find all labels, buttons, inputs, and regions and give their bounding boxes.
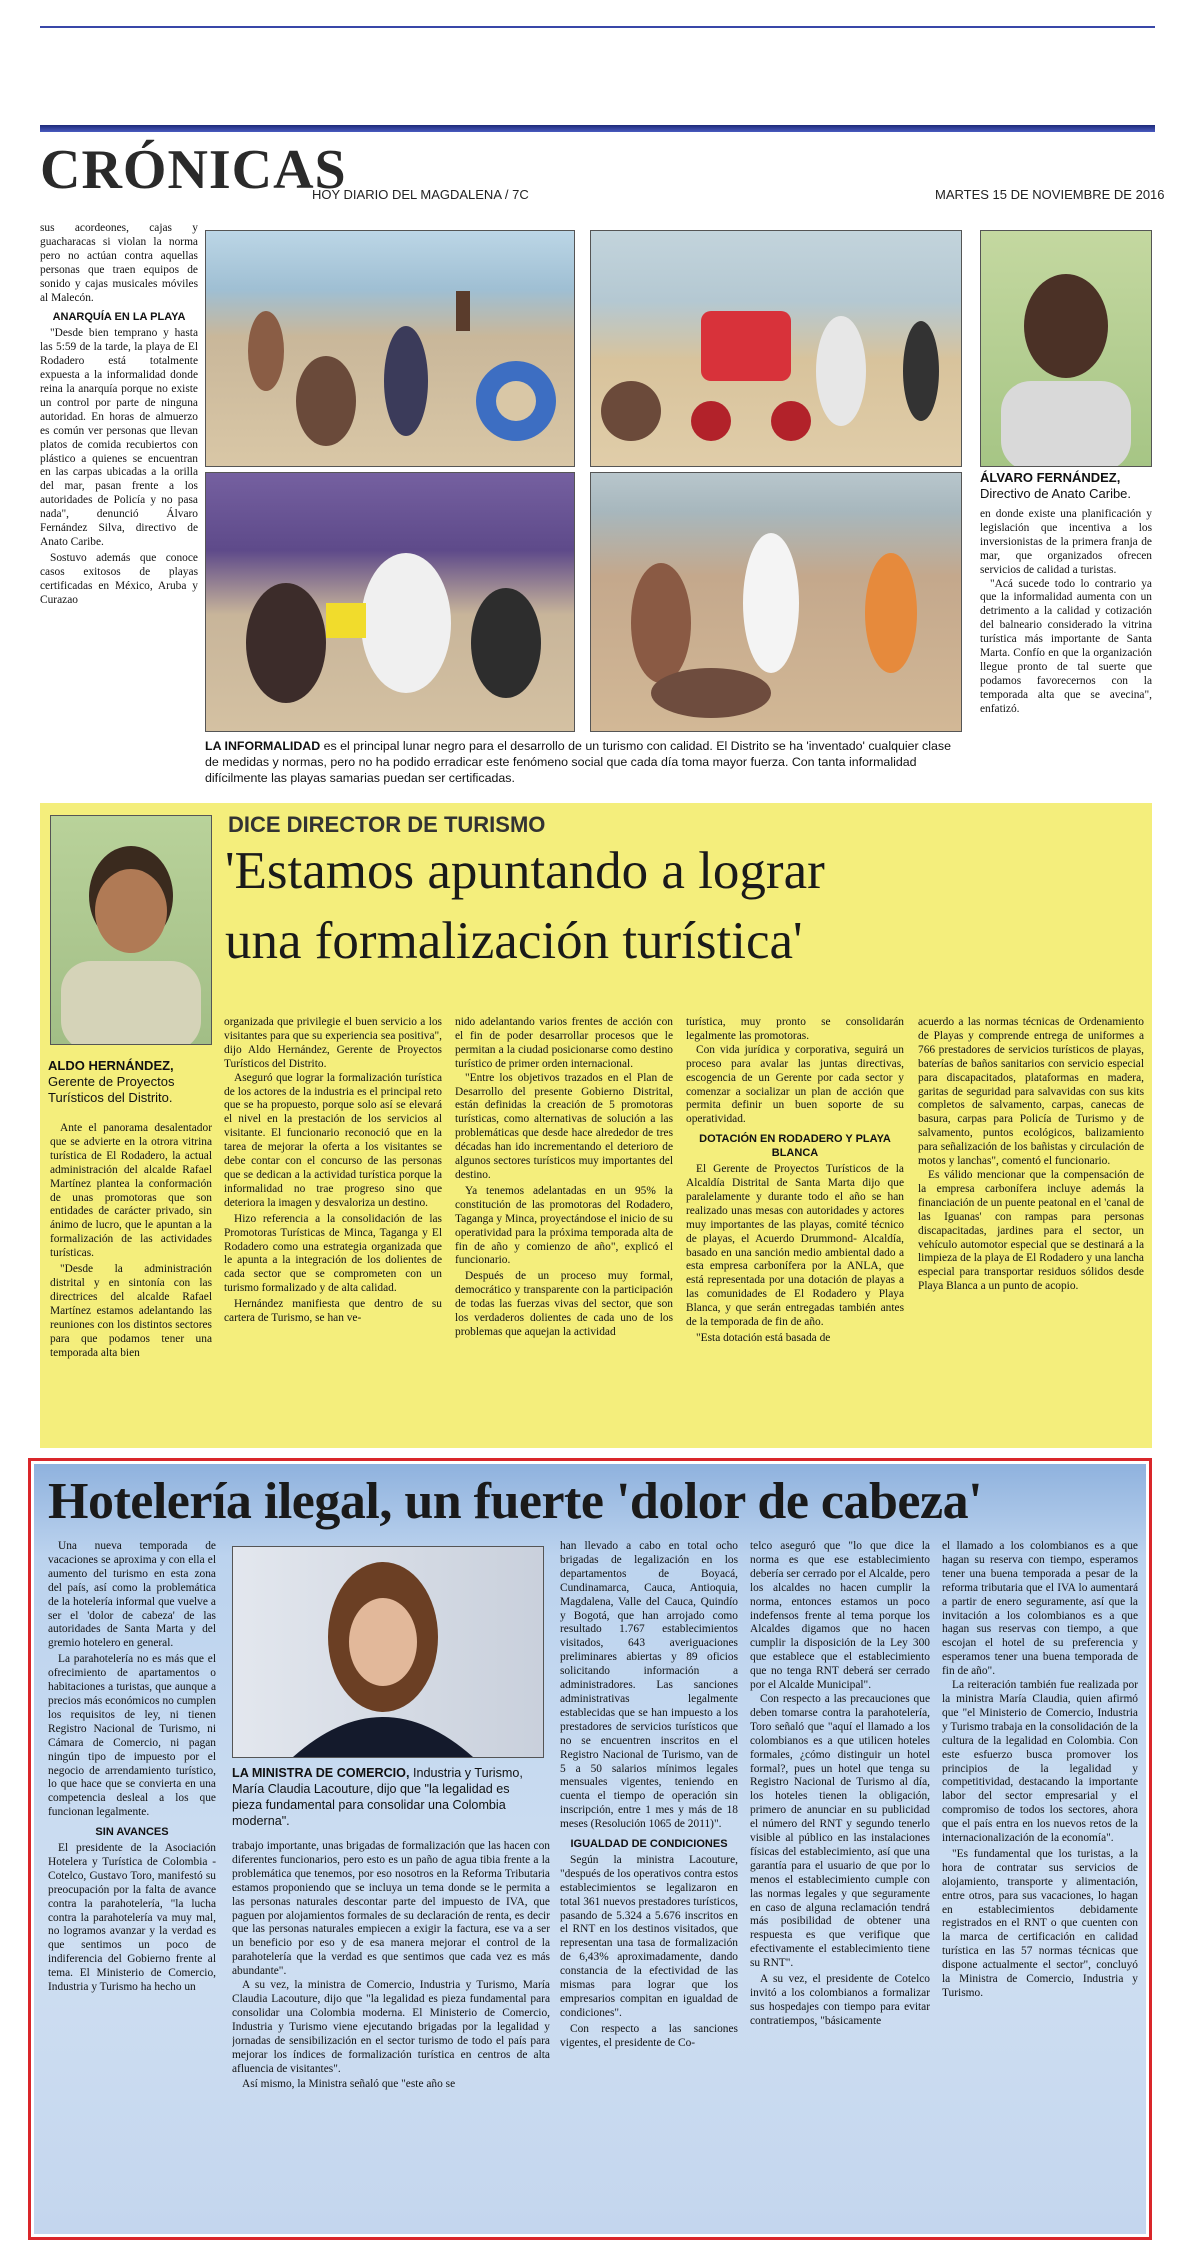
- tourism-col2-p1: organizada que privilegie el buen servicio a los visitantes para que su experiencia sea positiva", dijo Aldo Hernández, Gerente de Proyectos Turísticos del Distrito.: [224, 1016, 442, 1070]
- hotel-col3-p1: han llevado a cabo en total ocho brigadas de legalización en los departamentos de Boyacá, Cundinamarca, Cauca, Antioquia, Magdalena, Valle del Cauca, Quindío y Bogotá, que han arrojado como resultado 1.767 establecimientos visitados, 643 averiguaciones preliminares abiertas y 89 oficios solicitando información a administradores. Las sanciones administrativas legalmente establecidas que se han impuesto a los prestadores de servicios turísticos que no se encuentren inscritos en el Registro Nacional de Turismo, van de 5 a 50 salarios mínimos legales mensuales vigentes, teniendo en cuenta el tiempo de operación sin inscripción, entre 1 mes y más de 18 meses (Resolución 1065 de 2011)".: [560, 1540, 738, 1831]
- hotel-col4-p1: telco aseguró que "lo que dice la norma es que ese establecimiento debería ser cerrado por el Alcalde, pero los alcaldes no hacen cumplir la norma, entonces estamos un poco indefensos frente al tema porque los Alcaldes digamos que no hacen cumplir la disposición de la Ley 300 que establece que el establecimiento que no tenga RNT deberá ser cerrado por el Alcalde Municipal".: [750, 1540, 930, 1692]
- tourism-col5: [918, 1016, 1144, 1440]
- top-col1-intro: sus acordeones, cajas y guacharacas si violan la norma pero no actúan contra aquellas personas que traen equipos de sonido y cajas musicales móviles al Malecón.: [40, 222, 198, 304]
- tourism-col4-subhead: DOTACIÓN EN RODADERO Y PLAYA BLANCA: [699, 1133, 891, 1160]
- top-portrait-role: Directivo de Anato Caribe.: [980, 486, 1132, 501]
- hotel-col3-p2: Según la ministra Lacouture, "después de los operativos contra estos establecimientos se legalizaron en total 361 nuevos prestadores turísticos, pasando de 5.324 a 5.676 inscritos en el RNT en los destinos visitados, que representan una tasa de formalización de 6,43% aproximadamente, dando constancia de la efectividad de las mismas para lograr que los empresarios compitan en igualdad de condiciones".: [560, 1853, 738, 2019]
- minister-photo: [232, 1546, 544, 1758]
- tourism-col3-p4: Después de un proceso muy formal, democrático y transparente con la participación de todas las fuerzas vivas del sector, que son los verdaderos dolientes de cada uno de los problemas que aquejan la actividad: [455, 1270, 673, 1338]
- beach-tents-illustration: [206, 473, 574, 731]
- portrait-aldo-illustration: [51, 816, 211, 1044]
- hotel-col1-subhead: SIN AVANCES: [95, 1826, 169, 1839]
- beach-photo-crowd: [205, 230, 575, 467]
- tourism-col3-p3: Ya tenemos adelantadas en un 95% la constitución de las promotoras del Rodadero, Taganga y Minca, proyectándose el inicio de su operatividad para la próxima temporada alta de fin de año y comienzo de año", explicó el funcionario.: [455, 1184, 673, 1267]
- tourism-portrait-role: Gerente de Proyectos Turísticos del Distrito.: [48, 1074, 175, 1105]
- header-rule: [40, 125, 1155, 132]
- tourism-kicker: DICE DIRECTOR DE TURISMO: [228, 812, 546, 837]
- top-portrait-caption: [980, 470, 1155, 502]
- hotel-col3-subhead: IGUALDAD DE CONDICIONES: [570, 1838, 728, 1851]
- minister-illustration: [233, 1547, 543, 1757]
- tourism-col2-p3: Hizo referencia a la consolidación de las Promotoras Turísticas de Minca, Taganga y El Rodadero como una estrategia organizada que le apunta a la integración de los dolientes de cada sector que se comprometen con un turismo formalizado y de alta calidad.: [224, 1212, 442, 1295]
- hotel-col2: [232, 1840, 550, 2228]
- tourism-col4-p4: "Esta dotación está basada de: [696, 1331, 831, 1344]
- hotel-col5-p1: el llamado a los colombianos es a que hagan su reserva con tiempo, esperamos tener una buena temporada a pesar de la reforma tributaria que el IVA lo aumentará a partir de enero seguramente, así que la invitación a los colombianos es a que hagan sus reservas con tiempo, a que escojan el hotel de su preferencia y esperamos tener una buena temporada de fin de año".: [942, 1540, 1138, 1678]
- tourism-portrait-name: ALDO HERNÁNDEZ,: [48, 1058, 174, 1073]
- hotel-headline: Hotelería ilegal, un fuerte 'dolor de cabeza': [48, 1473, 983, 1530]
- top-right-p1: en donde existe una planificación y legislación que incentiva a los inversionistas de la primera franja de mar, que organizados ofrecen servicios de calidad a turistas.: [980, 508, 1152, 576]
- tourism-col3-p2: "Entre los objetivos trazados en el Plan de Desarrollo del presente Gobierno Distrital, están definidas la creación de 5 promotoras turísticas, como alternativas de solución a las problemáticas que desde hace alrededor de tres décadas han ido incrementando el deterioro de algunos sectores turísticos muy importantes del destino.: [455, 1071, 673, 1181]
- tourism-col4-p3: El Gerente de Proyectos Turísticos de la Alcaldía Distrital de Santa Marta dijo que paralelamente y durante todo el año se han realizado unas mesas con autoridades y actores muy importantes de las playas, comité técnico de playas, el Acuerdo Drummond- Alcaldía, basado en una sanción medio ambiental dado a esta empresa carbonífera por la ANLA, que está representada por una dotación de playas a las comunidades de El Rodadero y Playa Blanca, y que serán entregadas también antes de la temporada de fin de año.: [686, 1163, 904, 1329]
- tourism-col1: [50, 1122, 212, 1440]
- issue-date: MARTES 15 DE NOVIEMBRE DE 2016: [935, 187, 1165, 202]
- portrait-aldo-hernandez: [50, 815, 212, 1045]
- tourism-col4-p1: turística, muy pronto se consolidarán legalmente las promotoras.: [686, 1016, 904, 1042]
- hotel-col2-p2: A su vez, la ministra de Comercio, Industria y Turismo, María Claudia Lacouture, dijo que "la legalidad es pieza fundamental para consolidar una Colombia moderna. El Ministerio de Comercio, Industria y Turismo viene ejecutando brigadas por la legalidad y jornadas de sensibilización en el sector turismo de todo el país para mejorar los índices de formalización turística en centros de alta afluencia de visitantes".: [232, 1979, 550, 2075]
- top-story-right-col: [980, 508, 1152, 786]
- top-photo-caption: [205, 738, 965, 786]
- tourism-col5-p1: acuerdo a las normas técnicas de Ordenamiento de Playas y comprende entrega de uniformes a 766 prestadores de servicios turísticos de playas, baterías de baños sanitarios con servicio especial para discapacitados, plataformas en madera, garitas de seguridad para salvavidas con sus kits completos de salvamento, carpas, canecas de basura, carpas para Policía de Turismo y de salvamento, puntos ecológicos, balizamiento para señalización de los bañistas y circulación de motos y lanchas", comentó el funcionario.: [918, 1016, 1144, 1168]
- tourism-col3: [455, 1016, 673, 1440]
- hotel-col4: [750, 1540, 930, 2228]
- beach-photo-crowd-2: [590, 472, 962, 732]
- portrait-alvaro-fernandez: [980, 230, 1152, 467]
- minister-caption-text: Industria y Turismo, María Claudia Lacouture, dijo que "la legalidad es pieza fundamental para consolidar una Colombia moderna".: [232, 1766, 523, 1828]
- beach-crowd2-illustration: [591, 473, 961, 731]
- hotel-col5: [942, 1540, 1138, 2228]
- hotel-col2-p1: trabajo importante, unas brigadas de formalización que las hacen con diferentes funcionarios, pero esto es un paño de agua tibia frente a la problemática que tenemos, por eso nosotros en la Reforma Tributaria estamos proponiendo que se incluya un tema donde se le permita a las personas naturales descontar parte del impuesto de IVA, que paguen por alojamientos formales de su declaración de renta, es decir que las personas naturales empiecen a exigir la factura, ese va a ser un beneficio por eso y de esa manera mejorar el control de la parahotelería que la verdad es que sentimos que cada vez es más abundante".: [232, 1840, 550, 1978]
- hotel-col1-p1: Una nueva temporada de vacaciones se aproxima y con ella el aumento del turismo en esta zona del país, así como la problemática de la hotelería informal que vuelve a ser el 'dolor de cabeza' de las autoridades de Santa Marta y del gremio hotelero en general.: [48, 1540, 216, 1650]
- top-caption-label: LA INFORMALIDAD: [205, 739, 321, 753]
- paper-page-label: HOY DIARIO DEL MAGDALENA / 7C: [312, 187, 529, 202]
- hotel-col3: [560, 1540, 738, 2228]
- tourism-col1-p2: "Desde la administración distrital y en sintonía con las directrices del alcalde Rafael Martínez estamos adelantando las reuniones con los distintos sectores para que podamos tener una temporada alta bien: [50, 1263, 212, 1359]
- tourism-col4: [686, 1016, 904, 1440]
- top-subhead: ANARQUÍA EN LA PLAYA: [52, 311, 186, 324]
- portrait-illustration: [981, 231, 1151, 466]
- hotel-col4-p2: Con respecto a las precauciones que deben tomarse contra la parahotelería, Toro señaló que "aquí el llamado a los colombianos es a que utilicen hoteles formales, ¿cómo distinguir un hotel formal?, pues un hotel que tenga su Registro Nacional de Turismo al día, los hoteles tienen la obligación, primero de anunciar en su publicidad el número del RNT y segundo tenerlo visible al público en las instalaciones físicas del establecimiento, así que una garantía para el usuario de que por lo menos el establecimiento cumple con las normas legales y que seguramente en caso de alguna reclamación tendrá más posibilidad de obtener una respuesta es que verifique que efectivamente el establecimiento tiene su RNT".: [750, 1692, 930, 1970]
- beach-crowd-illustration: [206, 231, 574, 466]
- hotel-col2-p3: Así mismo, la Ministra señaló que "este año se: [242, 2078, 456, 2091]
- minister-caption-label: LA MINISTRA DE COMERCIO,: [232, 1766, 410, 1780]
- tourism-col5-p2: Es válido mencionar que la compensación de la empresa carbonífera incluye además la financiación de un puente peatonal en el 'canal de las Iguanas' con rampas para personas discapacitadas, jardines para el sector, un vehículo automotor especial que se destinará a la limpieza de la playa de El Rodadero y una lancha especial para transportar residuos sólidos desde Playa Blanca a un punto de acopio.: [918, 1168, 1144, 1293]
- top-caption-text: es el principal lunar negro para el desarrollo de un turismo con calidad. El Distrito se ha 'inventado' cualquier clase de medidas y normas, pero no ha podido erradicar este fenómeno social que cada día toma mayor fuerza. Con tanta informalidad difícilmente las playas samarias puedan ser certificadas.: [205, 739, 951, 785]
- beach-photo-tents: [205, 472, 575, 732]
- tourism-col4-p2: Con vida jurídica y corporativa, seguirá un proceso para avalar las juntas directivas, escogencia de un Gerente por cada sector y comenzar a socializar un plan de acción que permita definir un buen soporte de su operatividad.: [686, 1043, 904, 1126]
- top-story-col1: [40, 222, 198, 782]
- hotel-col4-p3: A su vez, el presidente de Cotelco invitó a los colombianos a formalizar sus hospedajes con tiempo para evitar contratiempos, "básicamente: [750, 1973, 930, 2027]
- hotel-col1-p3: El presidente de la Asociación Hotelera y Turística de Colombia - Cotelco, Gustavo Toro, manifestó su preocupación por la falta de avance contra la parahotelería, "la lucha contra la parahotelería va muy mal, no logramos avanzar y la verdad es que sentimos un poco de indiferencia del Gobierno frente al tema. El Ministerio de Comercio, Industria y Turismo ha hecho un: [48, 1842, 216, 1994]
- beach-cart-illustration: [591, 231, 961, 466]
- hotel-col5-p3: "Es fundamental que los turistas, a la hora de contratar sus servicios de alojamiento, transporte y alimentación, entre otros, para sus vacaciones, lo hagan en establecimientos debidamente registrados en el RNT o que cuenten con la marca de certificación en calidad turística en las 57 normas técnicas que dispone actualmente el sector", concluyó la Ministra de Comercio, Industria y Turismo.: [942, 1847, 1138, 1999]
- tourism-col2: [224, 1016, 442, 1440]
- tourism-headline-1: 'Estamos apuntando a lograr: [225, 842, 825, 900]
- hotel-col1-p2: La parahotelería no es más que el ofrecimiento de apartamentos o habitaciones a turistas, que aunque a precios más económicos no cumplen los requisitos de ley, ni tienen Registro Nacional de Turismo, ni Cámara de Comercio, ni pagan ningún tipo de impuesto por el negocio de arrendamiento turístico, lo que hace que se convierta en una competencia desleal a los que funcionan legalmente.: [48, 1653, 216, 1819]
- tourism-portrait-caption: [48, 1058, 213, 1106]
- tourism-col2-p4: Hernández manifiesta que dentro de su cartera de Turismo, se han ve-: [224, 1298, 442, 1325]
- minister-caption: [232, 1765, 542, 1829]
- beach-photo-cart: [590, 230, 962, 467]
- hotel-col1: [48, 1540, 216, 2228]
- page-top-rule: [40, 26, 1155, 28]
- section-title: CRÓNICAS: [40, 139, 347, 201]
- tourism-headline-2: una formalización turística': [225, 912, 803, 970]
- top-col1-p1: "Desde bien temprano y hasta las 5:59 de la tarde, la playa de El Rodadero está totalmente expuesta a la informalidad donde reina la anarquía porque no existe un control por parte de ninguna autoridad. En horas de almuerzo es común ver personas que llevan platos de comida recubiertos con plástico a quienes se encuentran en las carpas ubicadas a la orilla del mar, pasan frente a los autoridades de Policía y no pasa nada", denunció Álvaro Fernández Silva, directivo de Anato Caribe.: [40, 327, 198, 548]
- top-right-p2: "Acá sucede todo lo contrario ya que la informalidad aumenta con un detrimento a la calidad y cotización del balneario considerado la vitrina turística más importante de Santa Marta. Confío en que la organización llegue pronto de tal suerte que podamos favorecernos con la temporada alta que se avecina", enfatizó.: [980, 577, 1152, 715]
- top-col1-p2: Sostuvo además que conoce casos exitosos de playas certificadas en México, Aruba y Curazao: [40, 551, 198, 606]
- hotel-col5-p2: La reiteración también fue realizada por la ministra María Claudia, quien afirmó que "el Ministerio de Comercio, Industria y Turismo trabaja en la consolidación de la cultura de la legalidad en Colombia. Con este esfuerzo busca promover los principios de la legalidad y competitividad, destacando la importante labor del sector empresarial y el compromiso de todos los sectores, ahora que el país entra en los nuevos retos de la internacionalización de la economía".: [942, 1679, 1138, 1845]
- tourism-col3-p1: nido adelantando varios frentes de acción con el fin de poder desarrollar procesos que le permitan a la ciudad posicionarse como destino turístico de primer orden internacional.: [455, 1016, 673, 1070]
- hotel-col3-p3: Con respecto a las sanciones vigentes, el presidente de Co-: [560, 2022, 738, 2049]
- top-portrait-name: ÁLVARO FERNÁNDEZ,: [980, 470, 1121, 485]
- tourism-col1-p1: Ante el panorama desalentador que se advierte en la otrora vitrina turística de El Rodadero, la actual administración del alcalde Rafael Martínez plantea la conformación de unas promotoras que son entidades de carácter privado, sin ánimo de lucro, que le apuntan a la formalización de las actividades turísticas.: [50, 1122, 212, 1260]
- tourism-col2-p2: Aseguró que lograr la formalización turística de los actores de la industria es el principal reto que se ha propuesto, porque solo así se elevará el nivel en la prestación de los servicios al visitante. El funcionario reconoció que en la tarea de mejorar la oferta a los visitantes se debe contar con el concurso de las personas que se dedican a la actividad turística porque la informalidad no trae progreso sino que deteriora la imagen y desvaloriza un destino.: [224, 1071, 442, 1209]
